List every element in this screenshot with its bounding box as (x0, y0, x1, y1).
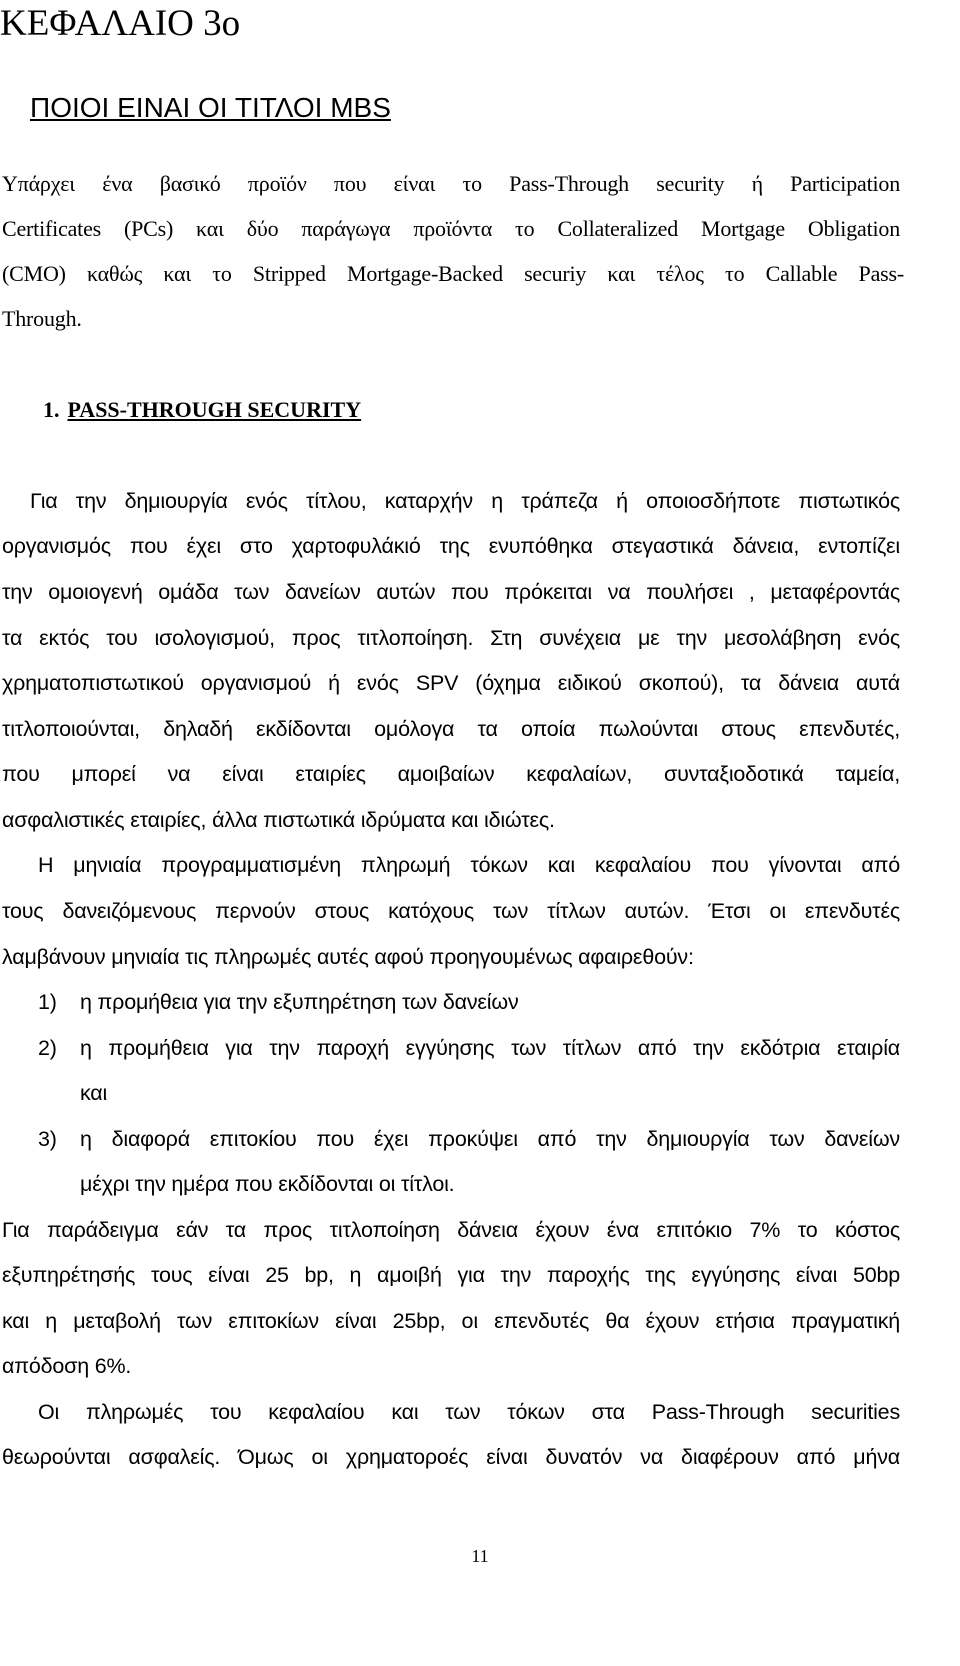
list-item-3-line-1: η διαφορά επιτοκίου που έχει προκύψει από την δημιουργία των δανείων (80, 1127, 900, 1151)
list-number-3: 3) (38, 1127, 57, 1151)
para1-line-7: που μπορεί να είναι εταιρίες αμοιβαίων κεφαλαίων, συνταξιοδοτικά ταμεία, (2, 762, 900, 786)
para2-line-3: λαμβάνουν μηνιαία τις πληρωμές αυτές αφού προηγουμένως αφαιρεθούν: (2, 945, 694, 969)
subsection-title (43, 397, 361, 423)
list-number-2: 2) (38, 1036, 57, 1060)
para1-line-2: οργανισμός που έχει στο χαρτοφυλάκιό της ενυπόθηκα στεγαστικά δάνεια, εντοπίζει (2, 534, 900, 558)
chapter-title: ΚΕΦΑΛΑΙΟ 3ο (0, 3, 241, 44)
intro-line-1: Υπάρχει ένα βασικό προϊόν που είναι το Pass-Through security ή Participation (2, 171, 900, 196)
para3-line-1: Για παράδειγμα εάν τα προς τιτλοποίηση δάνεια έχουν ένα επιτόκιο 7% το κόστος (2, 1218, 900, 1242)
para1-line-5: χρηματοπιστωτικού οργανισμού ή ενός SPV (όχημα ειδικού σκοπού), τα δάνεια αυτά (2, 671, 900, 695)
page-number: 11 (471, 1546, 489, 1566)
para1-line-8: ασφαλιστικές εταιρίες, άλλα πιστωτικά ιδρύματα και ιδιώτες. (2, 808, 555, 832)
intro-line-3: (CMO) καθώς και το Stripped Mortgage-Backed securiy και τέλος το Callable Pass- (2, 261, 904, 286)
para3-line-3: και η μεταβολή των επιτοκίων είναι 25bp, οι επενδυτές θα έχουν ετήσια πραγματική (2, 1309, 900, 1333)
para4-line-2: θεωρούνται ασφαλείς. Όμως οι χρηματοροές είναι δυνατόν να διαφέρουν από μήνα (2, 1445, 900, 1469)
list-number-1: 1) (38, 990, 57, 1014)
subsection-title-text: PASS-THROUGH SECURITY (67, 397, 362, 422)
para4-line-1: Οι πληρωμές του κεφαλαίου και των τόκων στα Pass-Through securities (38, 1400, 900, 1424)
para3-line-2: εξυπηρέτησής τους είναι 25 bp, η αμοιβή για την παροχής της εγγύησης είναι 50bp (2, 1263, 900, 1287)
para2-line-2: τους δανειζόμενους περνούν στους κατόχους των τίτλων αυτών. Έτσι οι επενδυτές (2, 899, 900, 923)
list-item-2-line-1: η προμήθεια για την παροχή εγγύησης των τίτλων από την εκδότρια εταιρία (80, 1036, 900, 1060)
para1-line-6: τιτλοποιούνται, δηλαδή εκδίδονται ομόλογα τα οποία πωλούνται στους επενδυτές, (2, 717, 900, 741)
section-heading: ΠΟΙΟΙ ΕΙΝΑΙ ΟΙ ΤΙΤΛΟΙ MBS (30, 92, 391, 123)
para1-line-3: την ομοιογενή ομάδα των δανείων αυτών που πρόκειται να πουλήσει , μεταφέροντάς (2, 580, 900, 604)
para2-line-1: Η μηνιαία προγραμματισμένη πληρωμή τόκων και κεφαλαίου που γίνονται από (38, 853, 900, 877)
para1-line-1: Για την δημιουργία ενός τίτλου, καταρχήν η τράπεζα ή οποιοσδήποτε πιστωτικός (30, 489, 900, 513)
intro-line-2: Certificates (PCs) και δύο παράγωγα προϊόντα το Collateralized Mortgage Obligation (2, 216, 900, 241)
list-item-2-line-2: και (80, 1081, 108, 1105)
list-item-1: η προμήθεια για την εξυπηρέτηση των δανείων (80, 990, 519, 1014)
intro-line-4: Through. (2, 306, 82, 331)
list-item-3-line-2: μέχρι την ημέρα που εκδίδονται οι τίτλοι. (80, 1172, 455, 1196)
para1-line-4: τα εκτός του ισολογισμού, προς τιτλοποίηση. Στη συνέχεια με την μεσολάβηση ενός (2, 626, 900, 650)
para3-line-4: απόδοση 6%. (2, 1354, 132, 1378)
subsection-number: 1. (43, 397, 60, 422)
